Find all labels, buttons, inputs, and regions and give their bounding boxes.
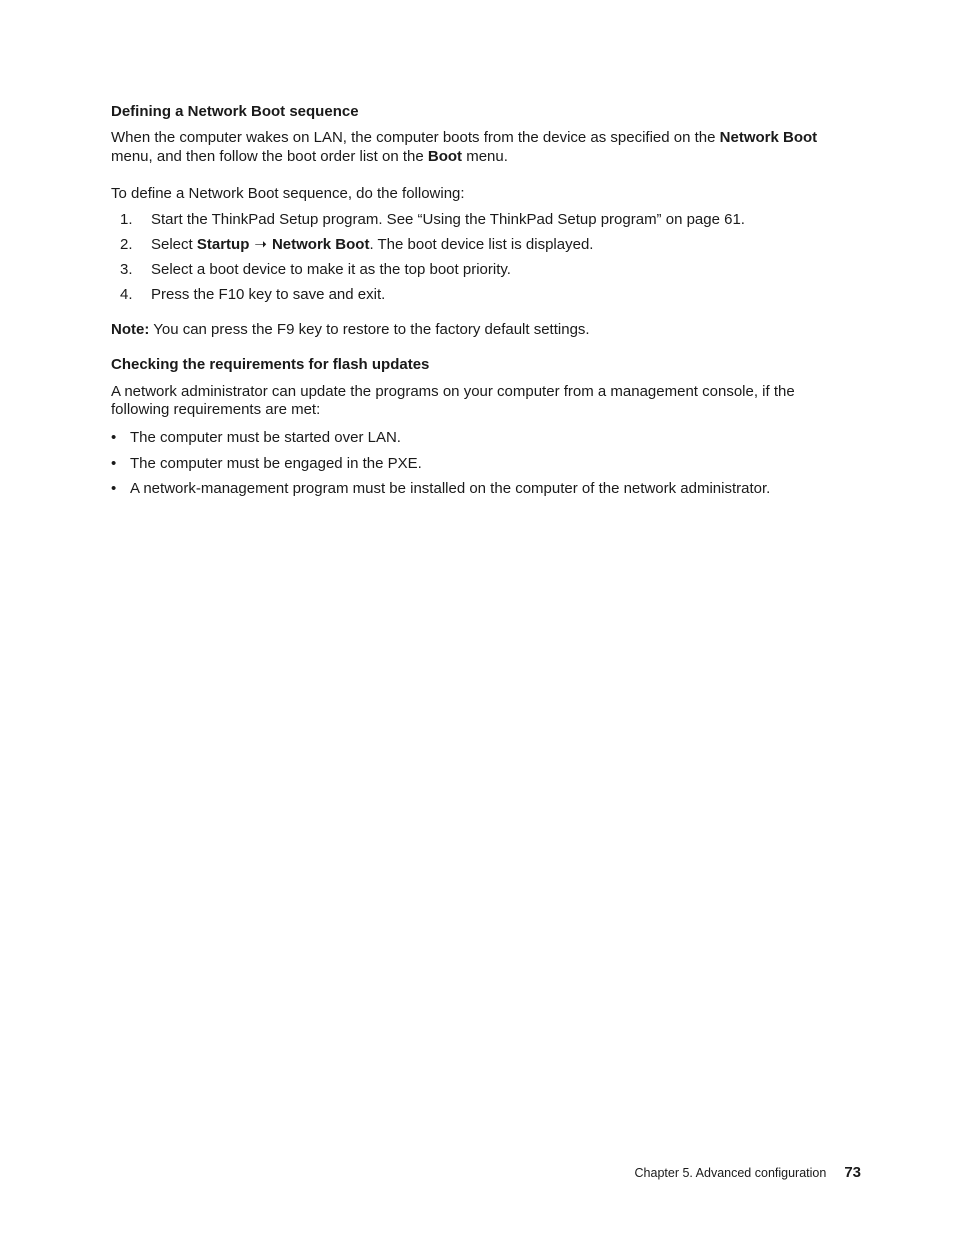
paragraph-requirements-line-2: following requirements are met:	[111, 401, 321, 418]
paragraph-intro-line-1	[111, 129, 817, 147]
paragraph-requirements-line-1: A network administrator can update the programs on your computer from a management console, if the	[111, 383, 795, 400]
list-item-step-4	[120, 286, 385, 304]
list-item-bullet-1	[111, 429, 401, 447]
text-run: menu.	[462, 148, 508, 165]
text-run: menu, and then follow the boot order list on the	[111, 148, 428, 165]
section-heading-network-boot: Defining a Network Boot sequence	[111, 103, 359, 120]
arrow-right-icon: ➝	[254, 236, 267, 253]
list-item-bullet-3	[111, 480, 770, 498]
bullet-icon: •	[111, 480, 117, 497]
list-item-step-1	[120, 211, 745, 229]
bold-menu-network-boot: Network Boot	[271, 236, 370, 253]
bold-term-boot: Boot	[427, 148, 463, 165]
bullet-text: The computer must be started over LAN.	[130, 429, 401, 446]
step-text: Start the ThinkPad Setup program. See “Using the ThinkPad Setup program” on page 61.	[151, 211, 745, 228]
note-paragraph	[111, 321, 590, 339]
page-footer	[635, 1164, 861, 1182]
paragraph-lead: To define a Network Boot sequence, do the following:	[111, 185, 465, 202]
step-text: Press the F10 key to save and exit.	[151, 286, 386, 303]
step-text: . The boot device list is displayed.	[369, 236, 594, 253]
list-item-step-2	[120, 236, 593, 254]
step-text: Select a boot device to make it as the top boot priority.	[151, 261, 511, 278]
bullet-text: A network-management program must be installed on the computer of the network administrator.	[130, 480, 771, 497]
step-text: Select	[151, 236, 197, 253]
step-number: 1.	[120, 211, 133, 228]
bold-menu-startup: Startup	[196, 236, 250, 253]
text-run: When the computer wakes on LAN, the computer boots from the device as specified on the	[111, 129, 720, 146]
footer-chapter-title: Chapter 5. Advanced configuration	[634, 1166, 827, 1180]
page-number: 73	[844, 1164, 861, 1181]
list-item-step-3	[120, 261, 511, 279]
list-item-bullet-2	[111, 455, 422, 473]
step-number: 4.	[120, 286, 133, 303]
section-heading-flash-updates: Checking the requirements for flash updates	[111, 356, 430, 373]
paragraph-intro-line-2	[111, 148, 508, 166]
bullet-icon: •	[111, 429, 117, 446]
note-label: Note:	[111, 321, 150, 338]
bullet-text: The computer must be engaged in the PXE.	[130, 455, 422, 472]
note-text: You can press the F9 key to restore to the factory default settings.	[149, 321, 590, 338]
bold-term-network-boot: Network Boot	[719, 129, 818, 146]
step-number: 2.	[120, 236, 133, 253]
step-number: 3.	[120, 261, 133, 278]
bullet-icon: •	[111, 455, 117, 472]
